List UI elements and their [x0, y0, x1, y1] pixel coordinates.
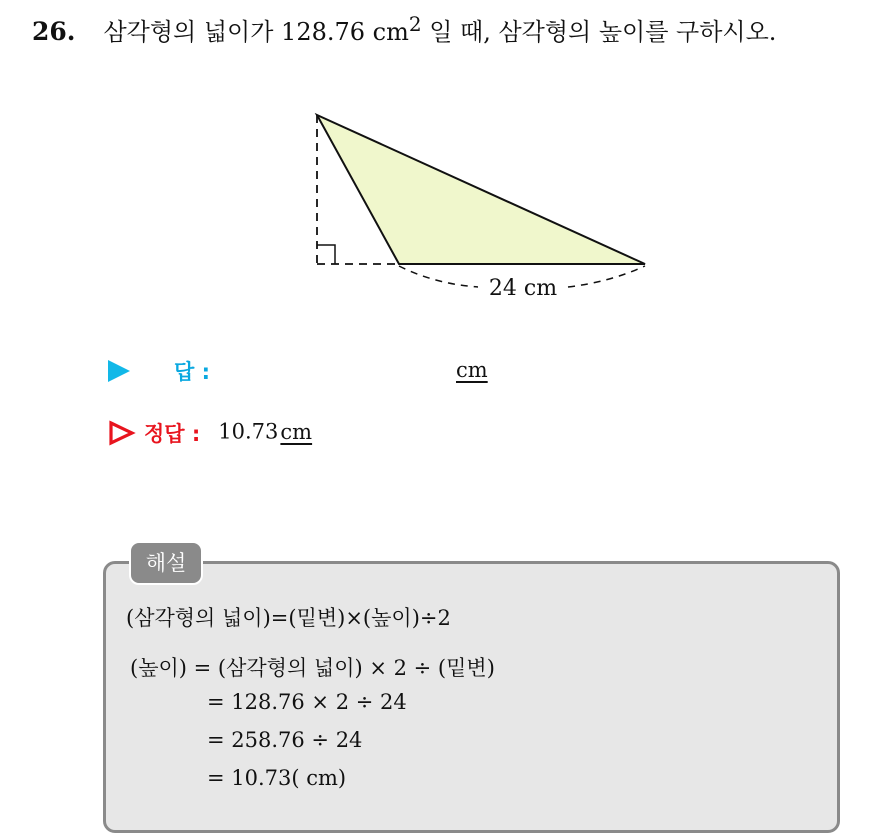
solution-line-3: = 128.76 × 2 ÷ 24	[207, 690, 407, 714]
question-text-after: 일 때, 삼각형의 높이를 구하시오.	[421, 18, 777, 46]
solution-tag: 해설	[129, 541, 203, 585]
answer-unit: cm	[456, 358, 488, 382]
triangle-figure	[300, 100, 660, 304]
base-label: 24 cm	[488, 276, 558, 300]
correct-answer-unit: cm	[280, 419, 313, 444]
answer-label: 답 :	[174, 360, 210, 384]
outline-play-arrow-icon	[108, 420, 136, 446]
solution-line-2: (높이) = (삼각형의 넓이) × 2 ÷ (밑변)	[130, 656, 495, 680]
question-text-before: 삼각형의 넓이가 128.76 cm	[103, 18, 409, 46]
solution-line-4: = 258.76 ÷ 24	[207, 728, 363, 752]
solution-line-1: (삼각형의 넓이)=(밑변)×(높이)÷2	[126, 606, 451, 630]
base-brace-right	[568, 266, 645, 287]
correct-answer-row	[108, 418, 312, 448]
triangle-shape	[317, 115, 645, 264]
triangle-diagram	[300, 100, 660, 300]
question-superscript: 2	[408, 12, 422, 36]
question-text	[32, 12, 776, 47]
correct-answer-value: 10.73	[218, 419, 279, 444]
question-number: 26.	[32, 17, 76, 46]
answer-row	[108, 356, 210, 386]
correct-answer-label: 정답 :	[144, 422, 201, 446]
play-arrow-icon	[108, 360, 130, 382]
solution-line-5: = 10.73( cm)	[207, 766, 347, 790]
right-angle-mark	[317, 245, 335, 264]
base-brace-left	[399, 266, 478, 287]
